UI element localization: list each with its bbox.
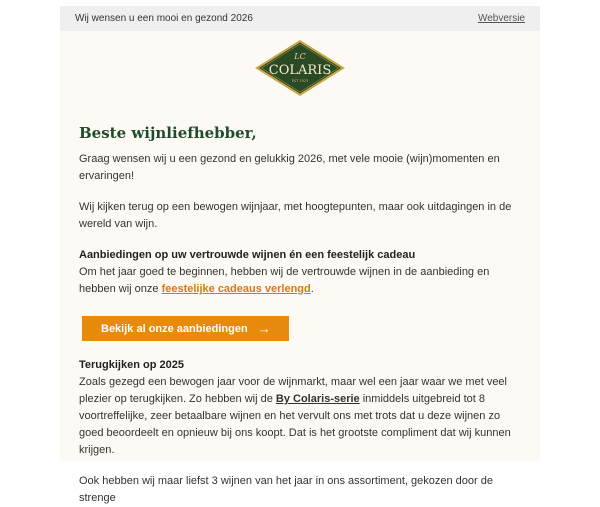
offers-heading: Aanbiedingen op uw vertrouwde wijnen én een feestelijk cadeau xyxy=(79,249,416,261)
colaris-logo[interactable] xyxy=(79,31,520,106)
webversion-link[interactable]: Webversie xyxy=(477,13,525,24)
email-container xyxy=(60,6,540,504)
paragraph-wines-of-year: Ook hebben wij maar liefst 3 wijnen van het jaar in ons assortiment, gekozen door de strenge xyxy=(79,475,493,504)
preheader-text: Wij wensen u een mooi en gezond 2026 xyxy=(75,13,253,24)
email-body xyxy=(60,31,540,504)
paragraph-lookback-intro: Wij kijken terug op een bewogen wijnjaar, met hoogtepunten, maar ook uitdagingen in de wereld van wijn. xyxy=(79,201,512,230)
logo-diamond-icon xyxy=(254,39,346,97)
gifts-link[interactable]: feestelijke cadeaus verlengd xyxy=(161,283,311,295)
offers-text: Om het jaar goed te beginnen, hebben wij de vertrouwde wijnen in de aanbieding en hebben wij onze xyxy=(79,266,490,295)
offers-section: Aanbiedingen op uw vertrouwde wijnen én een feestelijk cadeau Om het jaar goed te beginnen, hebben wij de vertrouwde wijnen in de aanbieding en hebben wij onze feestelijke cadeaus verlengd. xyxy=(79,247,520,298)
svg-text:COLARIS: COLARIS xyxy=(268,63,331,78)
lookback-text: Zoals gezegd een bewogen jaar voor de wijnmarkt, maar wel een jaar waar we met veel plezier op terugkijken. Zo hebben wij de xyxy=(79,376,507,405)
button-label: Bekijk al onze aanbiedingen xyxy=(101,322,248,335)
view-offers-button[interactable] xyxy=(82,316,289,341)
preheader-bar xyxy=(60,6,540,31)
lookback-section: Terugkijken op 2025 Zoals gezegd een bewogen jaar voor de wijnmarkt, maar wel een jaar waar we met veel plezier op terugkijken. Zo hebben wij de By Colaris-serie inmiddels uitgebreid tot 8 voortreffelijke, zeer betaalbare wijnen en het vervult ons met trots dat u deze wijnen zo goed beoordeelt en opnieuw bij ons koopt. Dat is het grootste compliment dat wij kunnen krijgen. xyxy=(79,357,520,459)
svg-text:EST 1923: EST 1923 xyxy=(291,79,308,83)
arrow-right-icon: → xyxy=(257,321,271,336)
svg-text:LC: LC xyxy=(293,52,306,61)
lookback-heading: Terugkijken op 2025 xyxy=(79,359,184,371)
by-colaris-link[interactable]: By Colaris-serie xyxy=(275,393,360,405)
greeting-heading: Beste wijnliefhebber, xyxy=(79,124,257,142)
paragraph-wishes: Graag wensen wij u een gezond en gelukkig 2026, met vele mooie (wijn)momenten en ervaringen! xyxy=(79,153,500,182)
